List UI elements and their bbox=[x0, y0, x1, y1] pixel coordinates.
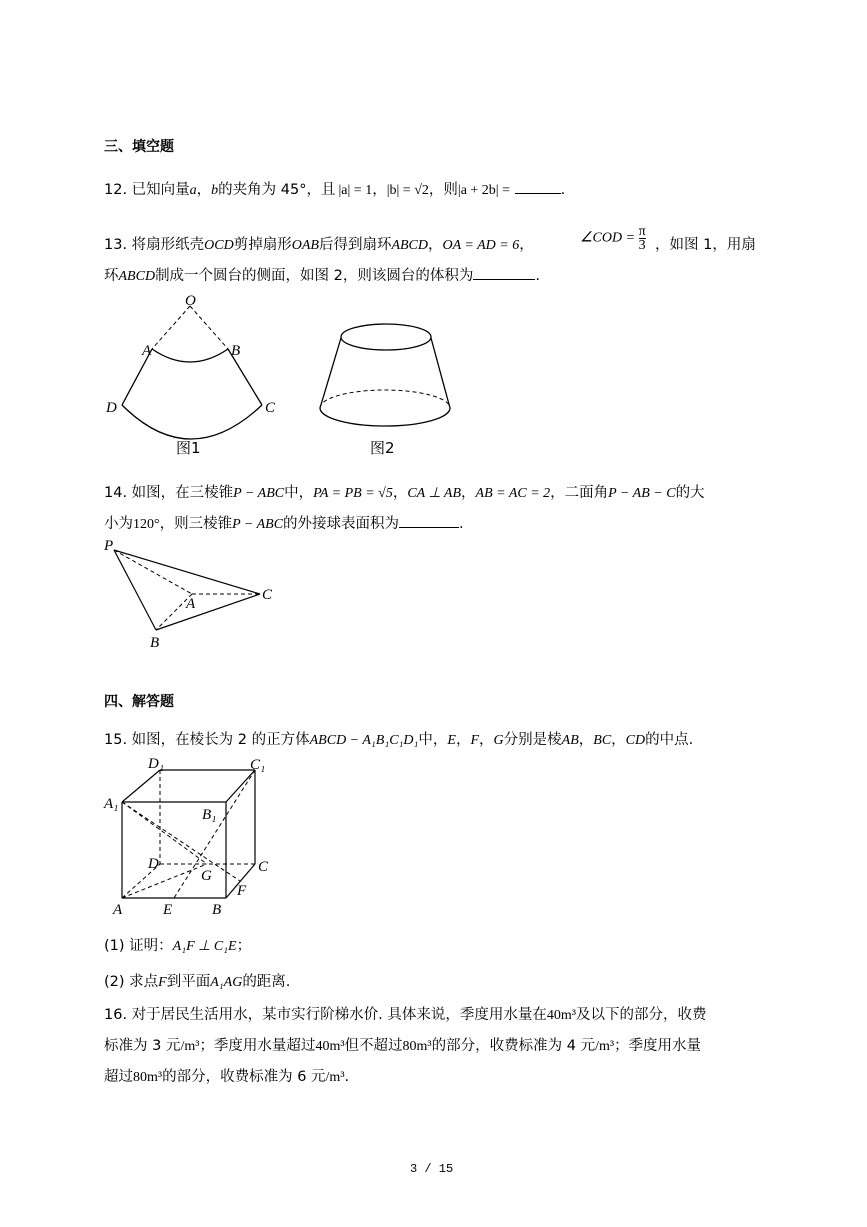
q12-expression: |a + 2b| = bbox=[457, 183, 511, 198]
fig13-label-c: C bbox=[265, 400, 276, 416]
fig14-label-c: C bbox=[262, 587, 273, 603]
q15-cd: CD bbox=[625, 733, 646, 748]
q13-abcd: ABCD bbox=[391, 238, 429, 253]
fig13-label-o: O bbox=[185, 293, 196, 309]
q12-text-2: 的夹角为 45°，且 bbox=[218, 182, 336, 198]
q13-text-4: ，如图 1，用扇 bbox=[655, 237, 756, 253]
question-12 bbox=[104, 178, 565, 199]
question-16-line-1 bbox=[104, 1003, 706, 1024]
fig13-frustum-right bbox=[431, 338, 450, 408]
q15-part-2-plane: A₁AG bbox=[210, 975, 243, 990]
q12-cond-2: |b| = √2 bbox=[386, 183, 429, 198]
q16-unit-2: /m³ bbox=[595, 1039, 615, 1054]
fig15-label-d1: D₁ bbox=[148, 756, 165, 772]
q15-cube: ABCD − A₁B₁C₁D₁ bbox=[309, 733, 419, 748]
fig15-line-a1g bbox=[122, 802, 207, 864]
q13-answer-blank[interactable] bbox=[473, 267, 535, 280]
q13-text-1: 将扇形纸壳 bbox=[131, 237, 205, 253]
q15-part-2 bbox=[104, 970, 290, 991]
q14-cond-1: PA = PB = √5 bbox=[313, 486, 393, 501]
q13-ocd: OCD bbox=[204, 238, 234, 253]
fig15-edge-b1c1 bbox=[226, 770, 255, 802]
q12-vector-a: a bbox=[189, 183, 197, 198]
question-13-line-2 bbox=[104, 264, 540, 285]
q16-end: . bbox=[344, 1069, 350, 1085]
q14-cond-2: CA ⊥ AB bbox=[407, 486, 462, 501]
q13-oab: OAB bbox=[291, 238, 319, 253]
q16-volume-80: 80m³ bbox=[402, 1039, 432, 1054]
section-title-answer: 四、解答题 bbox=[104, 694, 174, 710]
q15-part-2-label: (2) 求点 bbox=[104, 974, 159, 990]
q15-text-4: 的中点. bbox=[645, 732, 694, 748]
fig13-label-b: B bbox=[231, 343, 241, 359]
fig15-line-ag bbox=[122, 864, 207, 898]
q16-unit-1: /m³ bbox=[180, 1039, 200, 1054]
q16-volume-40-b: 40m³ bbox=[315, 1039, 345, 1054]
q16-text-8: 超过 bbox=[104, 1069, 133, 1085]
q14-text-4: 的大 bbox=[675, 485, 705, 501]
q16-text-6: 的部分，收费标准为 4 元 bbox=[431, 1038, 596, 1054]
q16-volume-40: 40m³ bbox=[546, 1008, 576, 1023]
fig15-edge-a1d1 bbox=[122, 770, 160, 802]
q13-angle bbox=[580, 225, 646, 252]
fig15-label-a: A bbox=[113, 902, 123, 918]
q14-text-2: 中， bbox=[284, 485, 314, 501]
question-16-line-3 bbox=[104, 1065, 349, 1086]
q16-number: 16. bbox=[104, 1007, 128, 1023]
q15-part-1 bbox=[104, 934, 251, 955]
q14-cond-3: AB = AC = 2 bbox=[475, 486, 551, 501]
q15-text-1: 如图，在棱长为 2 的正方体 bbox=[131, 732, 310, 748]
q15-number: 15. bbox=[104, 732, 128, 748]
q13-text-5: 环 bbox=[104, 268, 119, 284]
fig13-frustum-top bbox=[341, 324, 431, 350]
q15-bc: BC bbox=[593, 733, 612, 748]
q16-text-4: ；季度用水量超过 bbox=[199, 1038, 316, 1054]
fig13-arc-dc bbox=[122, 405, 262, 439]
fig13-frustum-bottom-back bbox=[320, 390, 450, 408]
fig15-label-d: D bbox=[148, 856, 159, 872]
q15-part-1-end: ； bbox=[236, 938, 252, 954]
q13-fraction bbox=[639, 225, 646, 252]
fig15-label-b1: B₁ bbox=[202, 807, 217, 823]
question-16-line-2 bbox=[104, 1034, 701, 1055]
q13-text-6: 制成一个圆台的侧面，如图 2，则该圆台的体积为 bbox=[155, 268, 474, 284]
q13-text-2: 剪掉扇形 bbox=[233, 237, 292, 253]
q15-part-1-label: (1) 证明： bbox=[104, 938, 173, 954]
fig15-line-a1f bbox=[122, 802, 240, 881]
q14-dihedral: P − AB − C bbox=[608, 486, 676, 501]
q12-number: 12. bbox=[104, 182, 128, 198]
q14-text-6: ，则三棱锥 bbox=[159, 516, 233, 532]
q14-end: . bbox=[459, 516, 464, 532]
q14-text-3: ，二面角 bbox=[550, 485, 609, 501]
figure-13 bbox=[100, 288, 460, 458]
q12-cond-1: |a| = 1 bbox=[338, 183, 373, 198]
fig13-line-ob bbox=[190, 306, 228, 349]
q15-part-2-text: 到平面 bbox=[166, 974, 211, 990]
q13-condition: OA = AD = 6 bbox=[442, 238, 520, 253]
fig13-label-a: A bbox=[142, 343, 152, 359]
q13-end: . bbox=[535, 268, 541, 284]
fig15-label-c: C bbox=[258, 859, 269, 875]
q15-text-3: 分别是棱 bbox=[503, 732, 562, 748]
fig13-label-d: D bbox=[106, 400, 117, 416]
fig14-label-a: A bbox=[186, 596, 196, 612]
fig14-line-bc bbox=[156, 594, 260, 630]
q15-text-2: 中， bbox=[418, 732, 448, 748]
q13-angle-label: ∠COD = bbox=[580, 230, 636, 246]
q15-part-2-point: F bbox=[158, 975, 167, 990]
q12-vector-b: b bbox=[211, 183, 219, 198]
q12-text-3: ，则 bbox=[428, 182, 458, 198]
q12-end: . bbox=[560, 182, 566, 198]
fig13-line-oa bbox=[152, 306, 190, 349]
q12-text-1: 已知向量 bbox=[131, 182, 190, 198]
q16-text-1: 对于居民生活用水，某市实行阶梯水价. 具体来说，季度用水量在 bbox=[131, 1007, 547, 1023]
q15-g: G bbox=[493, 733, 504, 748]
section-title-fill: 三、填空题 bbox=[104, 139, 174, 155]
fig13-frustum-bottom-front bbox=[320, 408, 450, 426]
q13-text-3: 后得到扇环 bbox=[318, 237, 392, 253]
q16-unit-3: /m³ bbox=[325, 1070, 345, 1085]
q13-frac-den: 3 bbox=[638, 238, 646, 253]
q13-frac-num: π bbox=[638, 224, 646, 239]
q12-answer-blank[interactable] bbox=[515, 181, 561, 194]
q14-text-1: 如图，在三棱锥 bbox=[131, 485, 234, 501]
q16-text-2: 及以下的部分，收费 bbox=[575, 1007, 707, 1023]
q16-text-5: 但不超过 bbox=[344, 1038, 403, 1054]
fig15-label-b: B bbox=[212, 902, 222, 918]
question-14-line-2 bbox=[104, 512, 464, 533]
q16-text-3: 标准为 3 元 bbox=[104, 1038, 181, 1054]
q14-text-7: 的外接球表面积为 bbox=[283, 516, 400, 532]
fig13-frustum-left bbox=[320, 338, 341, 408]
q15-part-2-end: 的距离. bbox=[242, 974, 291, 990]
q14-pabc: P − ABC bbox=[233, 486, 285, 501]
q14-degree: 120° bbox=[133, 517, 160, 532]
q14-pabc-2: P − ABC bbox=[232, 517, 284, 532]
q15-ab: AB bbox=[561, 733, 579, 748]
fig14-label-b: B bbox=[150, 635, 160, 651]
figure-15 bbox=[100, 752, 290, 922]
fig13-caption-1: 图1 bbox=[176, 439, 201, 457]
fig15-label-e: E bbox=[163, 902, 173, 918]
q14-answer-blank[interactable] bbox=[399, 515, 459, 528]
page-number: 3 / 15 bbox=[410, 1162, 454, 1176]
question-14-line-1: 14. 如图，在三棱锥P − ABC中，PA = PB = √5，CA ⊥ AB，AB = AC = 2，二面角P − AB − C的大 bbox=[104, 485, 705, 501]
figure-14 bbox=[96, 534, 286, 654]
fig13-caption-2: 图2 bbox=[370, 439, 395, 457]
q13-abcd-2: ABCD bbox=[118, 269, 156, 284]
fig14-line-pc bbox=[114, 550, 260, 594]
q14-number: 14. bbox=[104, 485, 128, 501]
fig14-label-p: P bbox=[104, 538, 114, 554]
fig15-label-c1: C₁ bbox=[250, 757, 266, 773]
fig15-label-g: G bbox=[201, 868, 212, 884]
question-13-line-1: 13. 将扇形纸壳OCD剪掉扇形OAB后得到扇环ABCD，OA = AD = 6， bbox=[104, 237, 534, 253]
q14-text-5: 小为 bbox=[104, 516, 133, 532]
q12-sep: ， bbox=[196, 182, 212, 198]
question-15: 15. 如图，在棱长为 2 的正方体ABCD − A₁B₁C₁D₁中，E，F，G分别是棱AB，BC，CD的中点. bbox=[104, 732, 694, 748]
q16-volume-80-b: 80m³ bbox=[133, 1070, 163, 1085]
fig15-label-f: F bbox=[237, 883, 247, 899]
q15-e: E bbox=[447, 733, 456, 748]
q12-sep-2: ， bbox=[372, 182, 387, 198]
q13-number: 13. bbox=[104, 237, 128, 253]
fig13-arc-ab bbox=[152, 349, 228, 362]
q16-text-7: ；季度用水量 bbox=[614, 1038, 702, 1054]
q16-text-9: 的部分，收费标准为 6 元 bbox=[162, 1069, 326, 1085]
q15-f: F bbox=[470, 733, 480, 748]
fig15-label-a1: A₁ bbox=[104, 796, 119, 812]
q15-part-1-statement: A₁F ⊥ C₁E bbox=[172, 939, 237, 954]
